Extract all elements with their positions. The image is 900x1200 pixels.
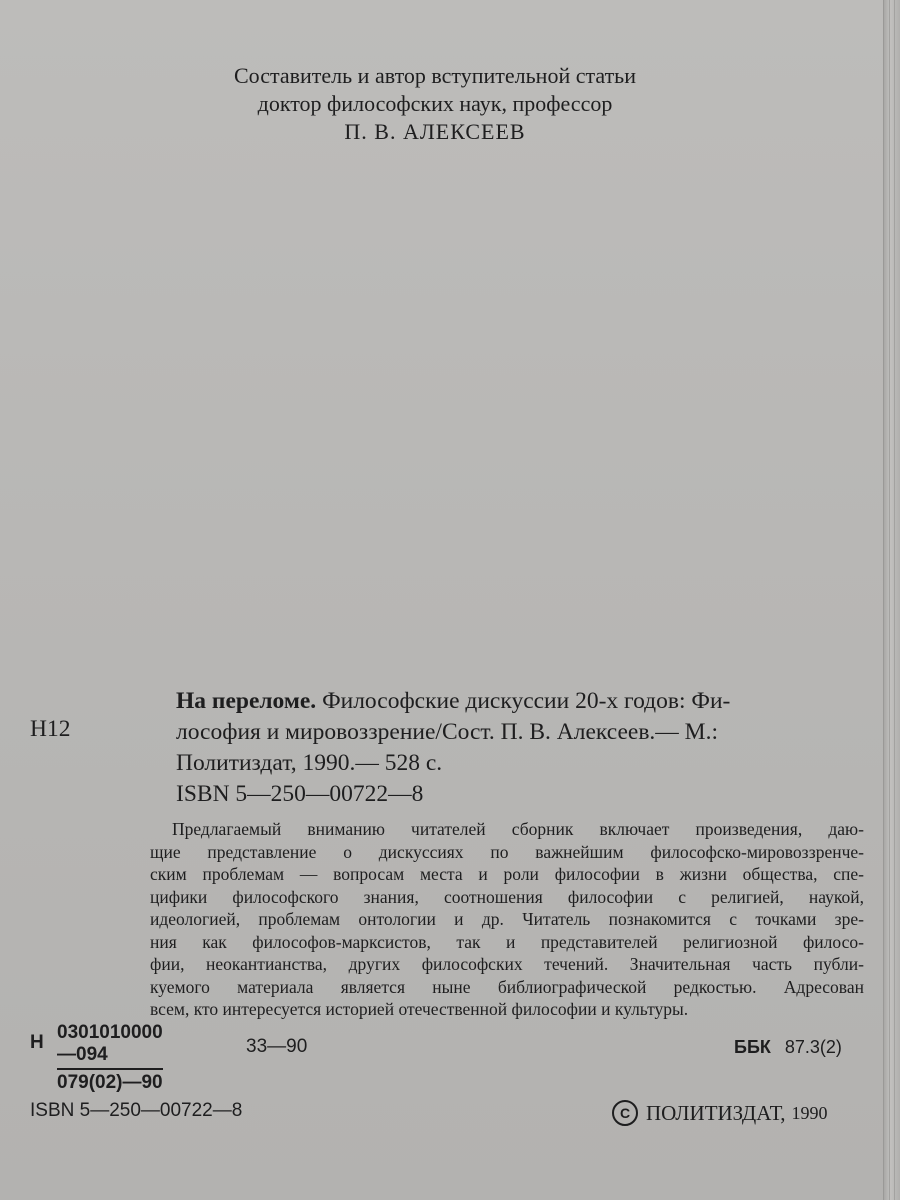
annotation-word: является xyxy=(340,976,405,997)
annotation-word: соотношения xyxy=(443,886,543,907)
annotation-word: религиозной xyxy=(683,931,778,952)
annotation-word: по xyxy=(490,841,509,862)
annotation-word: так xyxy=(456,931,481,952)
annotation-word: важнейшим xyxy=(535,841,624,862)
annotation-word: философско-мировоззренче- xyxy=(650,841,864,862)
annotation-word: онтологии xyxy=(358,909,436,929)
copyright-publisher: ПОЛИТИЗДАТ, xyxy=(646,1100,786,1125)
annotation-word: философского xyxy=(232,886,339,907)
annotation-word: философских xyxy=(421,954,523,974)
annotation-word: о xyxy=(343,841,352,862)
annotation-word: познакомится xyxy=(608,909,711,929)
annotation-word: Адресован xyxy=(783,976,864,997)
annotation-line xyxy=(150,953,864,976)
annotation-word: читателей xyxy=(411,819,486,839)
annotation-word: знания, xyxy=(363,886,419,907)
annotation-text xyxy=(150,818,864,1021)
annotation-word: щие xyxy=(150,841,181,862)
annotation-word: неокантианства, xyxy=(206,954,328,974)
annotation-word: — xyxy=(299,864,318,884)
isbn-bottom: ISBN 5—250—00722—8 xyxy=(30,1100,243,1121)
bbk-value: 87.3(2) xyxy=(784,1037,842,1057)
codes-fraction xyxy=(57,1022,163,1094)
annotation-word: Предлагаемый xyxy=(172,819,282,839)
annotation-line xyxy=(150,976,864,999)
codes-letter: Н xyxy=(30,1032,44,1053)
copyright-line xyxy=(612,1100,828,1126)
bbk-label: ББК xyxy=(734,1037,771,1057)
annotation-word: с xyxy=(729,909,738,929)
biblio-line-1-rest: Философские дискуссии 20-х годов: Фи- xyxy=(322,688,731,714)
bibliographic-record xyxy=(176,686,864,810)
annotation-word: других xyxy=(348,954,401,974)
annotation-word: и xyxy=(478,864,488,884)
annotation-word: вниманию xyxy=(307,819,385,839)
annotation-word: с xyxy=(678,886,686,907)
annotation-word: фии, xyxy=(150,954,185,974)
annotation-word: Значительная xyxy=(629,954,731,974)
annotation-word: как xyxy=(202,931,227,952)
annotation-word: материала xyxy=(237,976,314,997)
annotation-word: идеологией, xyxy=(150,909,241,929)
annotation-line xyxy=(150,818,864,841)
annotation-word: публи- xyxy=(813,954,864,974)
copyright-year: 1990 xyxy=(791,1102,828,1123)
page-edge-line xyxy=(889,0,890,1200)
annotation-line xyxy=(150,886,864,909)
annotation-word: вопросам xyxy=(333,864,405,884)
annotation-word: представителей xyxy=(540,931,658,952)
library-index-code: Н12 xyxy=(30,716,71,742)
annotation-word: спе- xyxy=(833,864,864,884)
author-name: П. В. АЛЕКСЕЕВ xyxy=(344,119,526,144)
annotation-word: др. xyxy=(481,909,504,929)
copyright-icon: C xyxy=(612,1100,638,1126)
annotation-word: жизни xyxy=(679,864,727,884)
annotation-word: дискуссиях xyxy=(378,841,464,862)
annotation-word: сборник xyxy=(511,819,574,839)
annotation-word: цифики xyxy=(150,886,208,907)
annotation-word: проблемам xyxy=(202,864,285,884)
compiler-header xyxy=(150,62,720,146)
annotation-word: Читатель xyxy=(522,909,591,929)
biblio-line-2: лософия и мировоззрение/Сост. П. В. Алексеев.— М.: xyxy=(176,719,718,745)
annotation-line xyxy=(150,908,864,931)
annotation-word: редкостью. xyxy=(673,976,757,997)
header-line-2: доктор философских наук, профессор xyxy=(257,91,613,116)
biblio-line-1 xyxy=(176,686,864,717)
annotation-word: произведения, xyxy=(695,819,803,839)
annotation-word: библиографической xyxy=(497,976,647,997)
header-line-1: Составитель и автор вступительной статьи xyxy=(234,63,636,88)
annotation-word: философии xyxy=(554,864,640,884)
annotation-word: филосо- xyxy=(802,931,864,952)
annotation-word: часть xyxy=(752,954,793,974)
annotation-word: даю- xyxy=(828,819,864,839)
annotation-word: и xyxy=(454,909,464,929)
book-title: На переломе. xyxy=(176,688,317,714)
annotation-word: зре- xyxy=(834,909,864,929)
bbk-classification xyxy=(734,1037,842,1058)
annotation-word: включает xyxy=(599,819,670,839)
annotation-word: и xyxy=(505,931,516,952)
biblio-line-3: Политиздат, 1990.— 528 с. xyxy=(176,750,443,776)
annotation-word: места xyxy=(419,864,463,884)
annotation-line xyxy=(150,931,864,954)
annotation-word: наукой, xyxy=(808,886,864,907)
annotation-word: куемого xyxy=(150,976,210,997)
annotation-word: в xyxy=(655,864,664,884)
annotation-word: ским xyxy=(150,864,187,884)
page-edge-line xyxy=(894,0,895,1200)
codes-denominator: 079(02)—90 xyxy=(57,1072,163,1093)
annotation-line: всем, кто интересуется историей отечественной философии и культуры. xyxy=(150,999,689,1019)
biblio-isbn: ISBN 5—250—00722—8 xyxy=(176,781,424,807)
annotation-line xyxy=(150,841,864,864)
annotation-word: философов-марксистов, xyxy=(252,931,431,952)
codes-series: 33—90 xyxy=(246,1036,308,1057)
page-edge xyxy=(883,0,900,1200)
annotation-word: течений. xyxy=(544,954,609,974)
annotation-word: роли xyxy=(503,864,539,884)
annotation-word: религией, xyxy=(711,886,784,907)
annotation-word: представление xyxy=(207,841,317,862)
annotation-word: проблемам xyxy=(258,909,341,929)
codes-numerator: 0301010000—094 xyxy=(57,1022,163,1070)
annotation-word: точками xyxy=(755,909,817,929)
annotation-line xyxy=(150,863,864,886)
annotation-word: философии xyxy=(567,886,654,907)
annotation-word: ныне xyxy=(432,976,471,997)
annotation-word: ния xyxy=(150,931,177,952)
annotation-word: общества, xyxy=(742,864,818,884)
